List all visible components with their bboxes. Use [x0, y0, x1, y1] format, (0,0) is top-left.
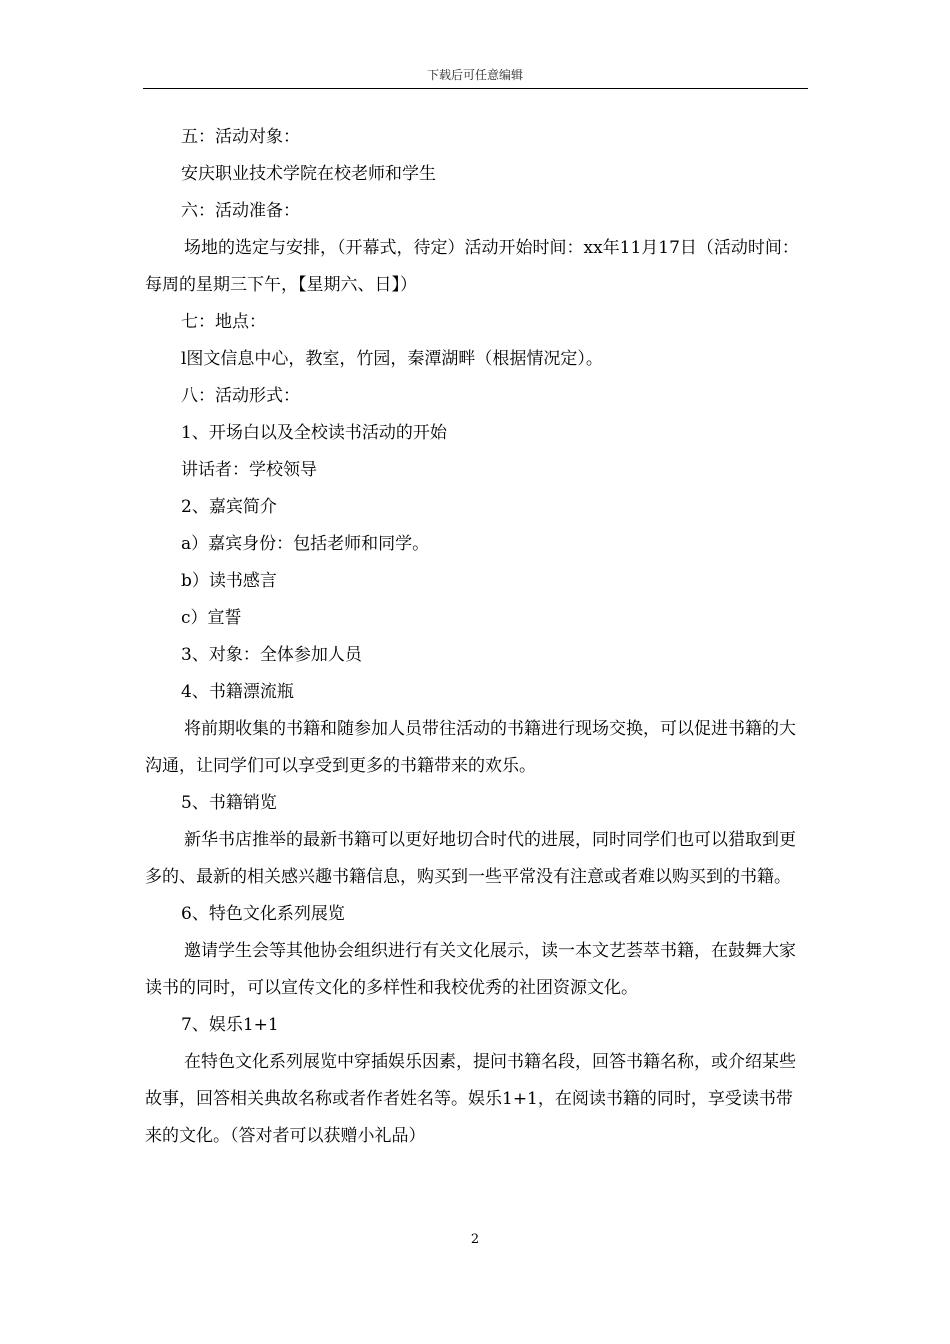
- paragraph: 2、嘉宾简介: [181, 497, 277, 517]
- paragraph: 场地的选定与安排，（开幕式，待定）活动开始时间：xx年11月17日（活动时间：每周的星期三下午，【星期六、日】）: [145, 238, 799, 295]
- paragraph: b）读书感言: [181, 571, 277, 591]
- paragraph: 5、书籍销览: [181, 793, 277, 813]
- header-divider: [143, 88, 808, 89]
- paragraph: 4、书籍漂流瓶: [181, 682, 294, 702]
- paragraph: 安庆职业技术学院在校老师和学生: [181, 164, 436, 184]
- page-number: 2: [470, 1232, 480, 1247]
- paragraph: c）宣誓: [181, 608, 242, 628]
- paragraph: 3、对象：全体参加人员: [181, 645, 362, 665]
- paragraph: l图文信息中心，教室，竹园，秦潭湖畔（根据情况定）。: [181, 349, 603, 369]
- paragraph: 1、开场白以及全校读书活动的开始: [181, 423, 447, 443]
- document-body: [145, 119, 808, 1155]
- paragraph: 在特色文化系列展览中穿插娱乐因素，提问书籍名段，回答书籍名称，或介绍某些故事，回答相关典故名称或者作者姓名等。娱乐1+1，在阅读书籍的同时，享受读书带来的文化。（答对者可以获赠小礼品）: [145, 1052, 796, 1146]
- paragraph: 将前期收集的书籍和随参加人员带往活动的书籍进行现场交换，可以促进书籍的大沟通，让同学们可以享受到更多的书籍带来的欢乐。: [145, 719, 796, 776]
- paragraph: 五：活动对象：: [181, 127, 300, 147]
- paragraph: 七：地点：: [181, 312, 266, 332]
- paragraph: 讲话者：学校领导: [181, 460, 317, 480]
- paragraph: 7、娱乐1+1: [181, 1015, 279, 1035]
- page-header: 下载后可任意编辑: [426, 68, 523, 82]
- paragraph: 八：活动形式：: [181, 386, 300, 406]
- paragraph: 6、特色文化系列展览: [181, 904, 345, 924]
- paragraph: a）嘉宾身份：包括老师和同学。: [181, 534, 430, 554]
- paragraph: 邀请学生会等其他协会组织进行有关文化展示，读一本文艺荟萃书籍，在鼓舞大家读书的同时，可以宣传文化的多样性和我校优秀的社团资源文化。: [145, 941, 796, 998]
- paragraph: 新华书店推举的最新书籍可以更好地切合时代的进展，同时同学们也可以猎取到更多的、最新的相关感兴趣书籍信息，购买到一些平常没有注意或者难以购买到的书籍。: [145, 830, 796, 887]
- paragraph: 六：活动准备：: [181, 201, 300, 221]
